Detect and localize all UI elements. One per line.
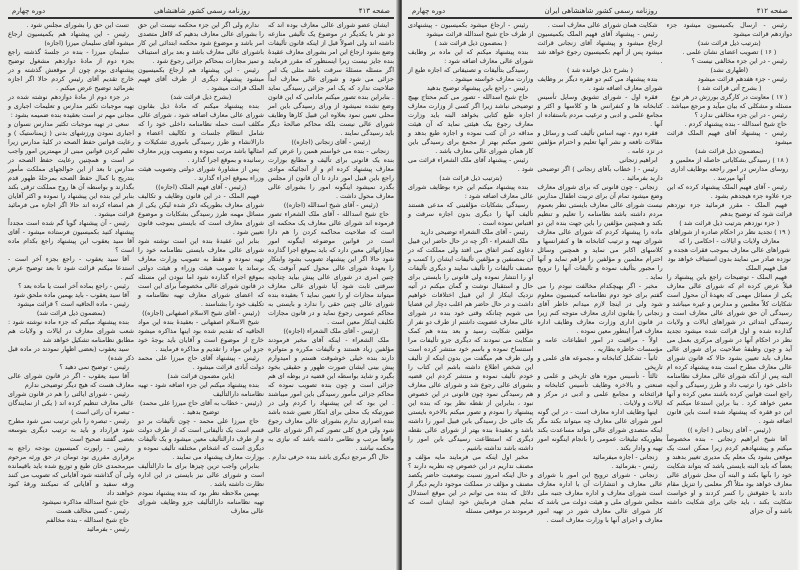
paragraph: رئیس - شورای ایالتی را هم در قانون شورای عالی معارف تنظیم کرده اند ( یکی از نمایندگان - تبصره آن رائی است )	[8, 390, 134, 416]
paragraph: رئیس - بفرمائید	[86, 525, 129, 533]
paragraph: ( بشرح آتی قرائت شد )	[697, 84, 762, 92]
paragraph: (رئیس - آقای ملک الشعراء (اجازه))	[283, 327, 379, 335]
paragraph: (رئیس - آقای زنجانی (اجازه))	[291, 138, 371, 146]
paragraph: فهیم الملک - توضیحات راجع باین پیشنهاد را قبلاً عرض کرده ام که شورای عالی معارف یکی از مسائل مهمی که بعهدهٔ آن محول است شکایات کلاً معلمین و مدارس و غیره میباشد و رسیدگی آن حق شورای عالی معارف است و رسیدگی ابتدائی در شوراهای ایالات و ولایات گذارده شده و اول قرائت شده میشود تجدید نظر در احکام آنها در شورای مرکزی بعمل می آید و چون وظیفهٔ صلاحیت برای شورای عالی معارف باید تعیین بشود حالا که قانون شورای عالی معارف مطرح است بنده پیشنهاد کرده ام البته پس از آنکه شورای عالی معارف نظامنامه داخلی خود را ترتیب داد و طرز رسیدگی و آنچه راجع است قوانین کرده باشند معین کرده و آنها معین خواهد کرد . بنا براین استدعا میکنم که این دو فقره که پیشنهاد شده است باین قانون اضافه شود .	[666, 273, 792, 425]
paragraph: بنده پیشنهاد میکنم این جزء اضافه شود - تهیه نظامنامه دارالتألیف	[138, 381, 264, 398]
paragraph: ( ۱۸ ) رسیدگی بشکایاتی حاصله از معلمین و روسای مدارس در امور راجعه بوظایف اداری آنها میرسد .	[670, 156, 789, 182]
paragraph: پس از مشاورهٔ شورای دولتی وتصویب هیئت وزراء بموقع اجراء گذارند .	[138, 165, 264, 182]
paragraph: رئیس - پیشنهاد آقای حاج میرزا علی محمد دولت آبادی قرائت میشود .	[138, 354, 264, 371]
paragraph: رئیس - این پیشنهاد هم ارجاع بکمیسیون میشود پیشنهاد دیگری از طرف آقای فهیم الملک قرائت میشود .	[138, 66, 264, 92]
page-left	[0, 0, 398, 534]
text-column	[537, 21, 662, 525]
page-number: صفحه ۴۱۳	[358, 7, 390, 15]
paragraph: (بترتیب ذیل قرائت شد)	[697, 39, 761, 47]
paragraph: ( بشرح ذیل خوانده شد )	[567, 66, 633, 74]
gazette-title: روزنامه رسمی کشور شاهنشاهی ایران	[544, 7, 658, 15]
paragraph: رئیس - این پیشنهاد هم بکمیسیون ارجاع میشود آقای سلیمان میرزا (اجازه)	[8, 30, 134, 47]
paragraph: رسیدگی بتألیفات و تصنیفاتی که اجازه طبع از وزارت معارف خواسته میشود .	[408, 66, 534, 83]
text-column	[408, 21, 533, 525]
paragraph: رئیس - در این جزء مخالفی نیست ؟	[691, 57, 787, 65]
paragraph: (رئیس - آقای فهیم الملک (اجازه))	[155, 183, 247, 191]
paragraph: مخبر اول اینکه می فرمایند مایه مؤلف و مصنف نداریم در این خصوص چه نظریه دارند ؟ و حال اینکه امروز نسبت بوضعیت حاضر یکصد مصنف و مؤلف در مملکت موجود داریم دیگر از دلائل که بنده می توانم در این موقع استدلال نمایم همان فرمایش خود ایشان است که فرمودند در موقعی مسئله	[408, 453, 534, 515]
period-label: دوره چهارم	[412, 7, 446, 15]
paragraph: آقا سید یعقوب - راجع بجزء آخر است - استدعا میکنم قرائت شود تا بعد توضیح عرض کنم .	[8, 255, 134, 281]
paragraph: بنده پیشنهاد میکنم این جزء بوظایف شورای عالی معارف اضافه شود :	[408, 183, 534, 200]
paragraph: رئیس - در این جزء مخالفی ندارد ؟	[694, 111, 787, 119]
paragraph: ثالثاً - تأسیس موزه های تاریخی و علمی و صنعتی و بالاخره وظایف تأسیس کتابخانه و قرائتخانه و مجامع علمی و ادبی در مرکز و ایالات و ولایات .	[537, 372, 663, 407]
paragraph: آقا سید یعقوب - باید بهمین ماده ملحق شود	[13, 291, 129, 299]
paragraph: ( ۱۶ ) تصویب اعضای نشان علمی .	[682, 48, 777, 56]
paragraph: ملک الشعراء - اگر چه در حال حاضر این قبیل دعاوی کمتر اتفاق می افتد ولی مملکت که در آن بمصنفین و مؤلفین تألیفات ایشان را کسب و مصنف تألیفات را تألیف نمایند و دیگری تألیفات او را انتشار نموده ولی قانونی را بایستی برای حال و استقبال نوشت و گمان میکنم در آتیه نزدیک اینکار از این قبیل اختلافات خواهیم داشت و در حال حاضر هم اغلب دچار این قضایا می شویم چنانکه وقتی خود بنده در شورای عالی معارف عضویت داشتم از طرف دو نفر از مؤلفین شکایت رسید و بعد بنده هم کمک شکایت می نمودند که دیگری جزو تألیفات مرا استنساخ نموده و باسم خود منتشر کرده است ولی طرف هم میگفت من بدون اینکه از تألیف این شخص اطلاع داشته باشم این کتاب را خودم تألیف نموده و منتشر کردم این قضیه بشورای عالی رجوع شد و شورای عالی معارف هم رسیدگی نمود چون قانونی در این خصوص نبود ، بنابراین از نقطه نظر بود که بنده این پیشنهاد را نمودم و تصور میکنم بالاخره بایستی یک جائی حل رسیدگی باین قبیل امور را داشته باشد و بعقیدهٔ بنده بهتر از شورای عالی نقطه دیگری که استطاعت رسیدگی باین امور را داشته باشد نداشته باشیم .	[408, 237, 534, 452]
paragraph: (بشرح ذیل قرائت شد)	[170, 93, 232, 101]
paragraph: (اظهاری نشد)	[710, 66, 749, 74]
paragraph: رئیس - پیشنهاد آقای فهیم الملک بکمیسیون ارجاع میشود و پیشنهاد آقای زنجانی قرائت میشود پس از آنهم بکمیسیون رجوع خواهد شد .	[537, 30, 663, 65]
paragraph: آقا سید یعقوب - اگر در قانون شورای عالی معارف هست که هیچ دیگر توضیحی ندارم	[8, 372, 134, 389]
page-edge	[796, 0, 800, 570]
paragraph: ( ۱۷ ) معاونت در کارگری بورزش در هر نوع مسئله و مشکلی که بیان میآید و مرجع میباشد .	[667, 93, 792, 110]
paragraph: فهیم الملک - مقرر فرمائید جزء نوزدهم قرائت شود که توضیح بدهم	[666, 201, 792, 218]
paragraph: زنجانی - اجازه میفرمائید	[592, 453, 658, 461]
paragraph: مخبر - اگر بهیچکدام مخالفت نبودم را می گفتم برای خود دوم نظامنامه کمیسیون معلوم شود ولی در اینجا لازم میدانم خاطر آقای زنجانی را بقانون اداری معارف متوجه کنم زیرا در قانون اداری وزارت معارف وظایف اداره معارف قبراً اینطور معین نموده .	[537, 282, 663, 335]
paragraph: بنده پیشنهاد میکنم که جزء ماده نوشته شود : شعب شورای معارف در ایالات و ولایات هم مطابق نظامنامه تشکیل خواهد شد	[8, 318, 134, 344]
paragraph: حاج شیخ اسدالله مذاکره نمیشود	[41, 498, 129, 506]
header-rule	[408, 17, 792, 19]
paragraph: ( جزء نوزدهم بترتیب ذیل قرائت شد )	[679, 219, 780, 227]
page-right	[402, 0, 800, 570]
paragraph: رسیدگی بشکایات مؤلفینی که مدعی هستند تألیف آنها را دیگری بدون اجازه سرقت و اقتباس نموده است .	[408, 201, 534, 227]
paragraph: (رئیس - خطاب به آقای حاج میرزا علی محمد) توضیح بدهید .	[139, 399, 263, 416]
paragraph: رئیس - ( خطاب بآقای زنجانی ) اگر توضیحی دارید بفرمائید .	[537, 165, 663, 182]
paragraph: رئیس - پیشنهاد آقای فهیم الملک قرائت میشود	[666, 129, 792, 146]
paragraph: زنجانی - چون قانونی که برای شورای معارف وضع میشود تمام آن برای تربیت اطفال مدارس نیست شورای عالی معارف بایستی نظر بعموم مردم داشته باشد نظامنامه را تعلیم و تنظیم بکند و همچنین مؤلفین را باین جهت بنده این دو ماده را پیشنهاد کردم که شورای عالی معارف شورای تهیه و ترتیب کتابخانه ها و کنفرانسها و کلاسهای اکابر می نماید و همچنین وسائل احترام معلمین و مؤلفین را فراهم نماید و آنها را مجبور بتألیف نموده و تألیفات آنها را ترویج نماید .	[537, 183, 663, 281]
paragraph: فقره اول - شورای تشویق وسایل تأسیس کتابخانه ها و کنفرانس ها و کلاسها و اکثر و مجامع علمی و ادبی و ترغیب مردم باستفاده از آنها .	[537, 93, 663, 128]
paragraph: ندارم ولی اگر این جزء محکمه نیست این حق را بشورای عالی معارف بدهیم که لااقل متصدی امر باشد و موضوع شود محکمه ابتدائی این کار باشورای عالی معارف باشد و بعد برای استیناف و تمیز مجازات بمحاکم جزائی رجوع شود .	[138, 21, 264, 65]
paragraph: زنجانی - بنده می خواستم همین را عرض کنم بنده یک قانونی برای تألیف و مطابع بوزارت معارف پیشنهاد کرده ام و از آنجائیکه موادی راجع باین قبیل امور دارد تا آن قانون از مجلس بگذرد نمیشود اینگونه امور را بشورای عالی معارف محول داشت .	[268, 147, 394, 200]
paragraph: (رئیس - آقای شیخ الاسلام اصفهانی (اجازه))	[142, 309, 260, 317]
paragraph: بنابراین واجب ترین چیزها برای ما دارالتألیف است و شورای عالی نیز بایستی در این اداره نظارت داشته باشد .	[138, 462, 264, 488]
paragraph: شکایت همان شورای عالی معارف است .	[547, 21, 658, 29]
paragraph: رئیس - پیشنهاد آقای ملک الشعراء قرائت می شود .	[408, 156, 534, 173]
paragraph: بنده پیشنهاد میکنم که مادهٔ ذیل بقانون شورای عالی معارف اضافه شود ، شورای عالی مکلف است حمله نظامنامه داخلی خود را که شامل انتظام جلسات و تکالیف اعضاء و دارالانشاء و طرز رسیدگی باموری تشکیلات و امثالها باشد مرتب نموده و بتصویب وزیر معارف رسانیده و بموقع اجرا گذارد .	[138, 102, 264, 164]
page-header	[408, 4, 792, 15]
paragraph: رئیس - آقای فهیم الملک پیشنهاد کرده که این جزء علاوه جزء هیجدهم بشود .	[666, 183, 792, 200]
header-rule	[8, 17, 394, 19]
paragraph: رئیس - کسی مخالف هست	[56, 507, 129, 515]
text-column	[667, 21, 792, 525]
paragraph: (بمضمون ذیل قرائت شد)	[695, 147, 764, 155]
paragraph: رئیس - ماده الحاقیه است ؟ قرائت میشود	[17, 300, 129, 308]
page-header	[8, 4, 394, 15]
paragraph: حاج شیخ اسدالله - آقای ملک الشعراء تصور فرموده اند شورای عالی معارف یک محکمه ای است که صلاحیت محاکمه کردن را هم دارا است در قوانین موضوعه اینگونه امور مجازاتهائی معین دارد که باید بموقع اجرا گذارده شود حالا اگر این پیشنهاد تصویب بشود وابتکار را بعهدهٔ شورای عالی محول کنیم آنوقت یک چنین امری در شورای عالی پیش بیاید چنانچه سرقتی ثابت شود آیا شورای عالی معارف میتواند مجازات او را تعیین نماید ؟ بعقیده بنده شورای عالی چنین حقی را ندارد و بایستی به محاکم عمومی رجوع نماید و در قانون مجازات تکلیف اینکار معین است .	[268, 210, 394, 326]
paragraph: حاج شیخ اسدالله - بنده مخالفم	[46, 516, 129, 524]
paragraph: حال اگر مرجع دیگری باشد بنده حرفی ندارم .	[268, 453, 389, 461]
text-column	[8, 21, 134, 534]
paragraph: رئیس - راجع بماده آخر است یا ماده بعد ؟	[18, 282, 129, 290]
paragraph: ملک الشعراء - اینکه آقای مخبر فرمودند مؤلفین زیاد هستند و تألیفات مکرره و متواتره دارند بنده خیلی خوشوقت هستم و امیدوارم پیش بینی ایشان صورت ظهور و حقیقی بخود بگیرد و شاید بواسطه این قضیه در بوطه ای هم جزائی است و چون بنده تصویب نموده که محاکم جزائی مأمور رسیدگی باین امور میباشند . این بود که این پیشنهاد را کردم ولی در صورتیکه یک محلی برای ابتکار تعیین شده باشد بنده اصراری ندارم بشورای عالی معارف رجوع شود ولی فرق کلی تصور کنم اگر شورای عالی واقعاً مرتب و نظامی داشته باشد که نیازی به محکمه نباشد .	[268, 336, 394, 452]
paragraph: بنده پیشنهاد میکنم که این ماده بر وظایف شورای عالی معارف اضافه شود :	[408, 48, 534, 65]
paragraph: ( ۱۹ ) تجدید نظر در احکام صادره از شوراهای معارف ولایات و ایالات - احکامی را که شوراهای عالی معارف بموجب فقرات هجده و نوزده صادر می نمایند بدون استیناف خواهد بود	[667, 228, 791, 263]
paragraph: بنابر این عقیدهٔ بنده این است نوشته شود شورای عالی معارف بایستی نظامنامه خود را تهیه نموده و فقط به تصویب وزارت معارف برساند یا تصویب هیئت وزراء و هیئت دولتی بموقع اجراء گذارده شود اما نبودن این مسئله در قانون شورای عالی مخصوصاً برای این است که اعضای شورای معارف تهیه نظامنامه و تکلیف خود را بشناسند .	[138, 237, 264, 308]
text-columns	[408, 21, 792, 525]
text-column	[268, 21, 394, 534]
paragraph: اولاً - مراقبت در امور انطباعات عامه و مؤسسات خاطره بطاریه .	[537, 336, 663, 353]
paragraph: رئیس - آن پیشنهاد گویا گم شده است مجدداً پیشنهاد کنید بکمیسیون فرستاده میشود - آقای آقا سید یعقوب این پیشنهاد راجع بکدام ماده است ؟	[8, 219, 134, 254]
paragraph: فقره دوم - تهیه اساس تألیف کتب و رسائل و مقالات نافعه و نشر آنها تعلیم و احترام مؤلفین در نزد عامه .	[537, 129, 663, 155]
paragraph: اینها وظایف اداره معارف است - در این گونه امور شورای عالی معارف چه میتواند بکند مگر اینکه متصدی شورای عالی بتواند مساعدت بکند بطوریکه تبلیغات عمومی را بانجام اینگونه امور تهیه و وادار بکند .	[537, 408, 663, 452]
paragraph: رئیس - بفرمائید .	[611, 462, 658, 470]
paragraph: سلیمان میرزا - بنده در جلسهٔ گذشته راجع بجزء دوم از مادهٔ دوازدهم مشغول توضیح پیشنهادی بودم چون از موقعش گذشته و در خارج تقدیم آقای رئیس کردم حالا اگر اجازه بفرمائید توضیح عرض میکنم .	[8, 48, 134, 92]
paragraph: (باین مضمون قرائت شد)	[167, 372, 235, 380]
paragraph: سعی در تهیه موجبات تکثیر مدارس نسوان و اجباری نمودن ورزشهای بدنی ( ژیمناستیک ) و رعایت قوانین حفظ الصحه در کلیهٔ مدارس زیرا تعلیم کردن قوانین مبنی از مهمترین امور واجب تر است و همچنین رعایت حفظ الصحه در مدارس تا بعد از این حوالجهای مملکت مأمور بتدریج با کمال حفظ الصحه بمرحلهٔ ظهور قدم بگذارند و بواسطه آن ها روح مملکت ترقی بکند بنابر این بنده این پیشنهاد را نموده و اکثر آقایان هم امضاء کرده اند حالا اگر اجازه می فرمائید قرائت میشود .	[8, 120, 134, 218]
paragraph: (رئیس - آقای زنجانی ( اجازه ))	[687, 426, 771, 434]
page-number: صفحه ۴۱۲	[756, 7, 788, 15]
paragraph: زنجانی - شورای ترویج این امور با شورای عالی معارف و انتشارات آن با اداره معارف است شورای معارف و اداره معارف جنبه ملی مجلس شورای ملی و هیئت دولت می باشد که کار شورای عالی معارف شور در تهیه امور معارف و اجرای آنها با وزارت معارف است .	[537, 471, 663, 524]
paragraph: فهیم الملک - در این قانون وظایف و تکالیف شورای معارف بطوریکه ذکر شده لیکن یکی از مسائل مهمه طرز رسیدگی بشکایات و موضوع شورای معارف است که بایستی بموجب قانون تعیین شود .	[138, 192, 264, 236]
paragraph: ایشان عضو شورای عالی معارف بوده اند که دو نفر با یکدیگر در موضوع یک تألیفی منازعه داشته اند ولی اصولاً قبل از اینکه قانون تألیفات وضع بشود ارجاع این امر بشورای معارف عقیدهٔ بنده جایز نیست زیرا اینمنظور که مقرر فرمایند اگر مسئله مسئلهٔ سرقت باشد مثلی یک امر جزائی می شود و شورای عالی معارف ابداً صلاحیت ندارد که یک امر جزائی رسیدگی نماید . بنابراین بنده تصور میکنم مادامی که این قانون وضع نشده نمیشود از ورای رسیدگی باین امر محلی تعیین نمود بعلاوه این قبیل کارها وظایف شورای عالی نیست بلکه محاکم صالحهٔ دیگر باید رسیدگی نمایند .	[268, 21, 394, 137]
paragraph: رئیس - ارجاع میشود بکمیسیون - پیشنهادی از طرف حاج شیخ اسدالله قرائت میشود	[408, 21, 534, 38]
paragraph: رئیس - راپورت کمیسیون بودجه راجع به برقراری مقرری نود تومان در حق ورثه مرحوم میرمحمدی خان طبع و توزیع شده باید باقیمانده ولی آن گذاشته شود آقایانی که تصویب می کنند ورقه سفید و آقایانی که نمیکنند ورقهٔ کبود خواهند داد	[8, 444, 134, 497]
paragraph: رئیس - ارسال بکمیسیون میشود جزء دوازدهم قرائت میشود	[666, 21, 792, 38]
period-label: دوره چهارم	[12, 7, 46, 15]
paragraph: بنده پیشنهاد می کنم دو فقره دیگر بر وظایف شورای معارف اضافه شود .	[537, 75, 663, 92]
paragraph: حاج میرزا علی محمد - چون تألیفات بر دو قسم است یک تألیفاتی است که از طرف دولت و از طرف دارالتألیف معین میشود و یک تألیفات دیگری است که اشخاص مختلفه تألیف نموده و بوزارت معارف پیشنهاد می نمایند .	[138, 417, 264, 461]
paragraph: رئیس - توضیح نمی دهید ؟	[59, 363, 129, 371]
paragraph: آقا شیخ ابراهیم زنجانی - بنده مخصوصاً میکنم و پیشنهادهم کردم زیرا ممکن است یک موقعی بشود یک معلم یک مدیری تغییر بدهند و بعضاً که باید البته بایستی باشد که بتواند شکایت خود را بآنها بکند و البته آن محل شورای عالی معارف خواهد بود مثلاً اگر معلمی را تنزیل مقام دادند یا حقوقش را کسر کردند و او خواست شکایت بکند ، باید جائی برای شکایت داشته باشد و آن جزای	[666, 435, 792, 515]
paragraph: (بترتیب ذیل قرائت شد)	[439, 174, 503, 182]
paragraph: شیخ الاسلام اصفهانی - بعقیدهٔ بنده این مواد الحاقیه که تقدیم شده بود اینها مذاکره میشود خارج از موضوع است و آقایان باید بوجهٔ خود جزو این مواد را تقدیم و مذاکره فرمایند .	[138, 318, 264, 353]
paragraph: در جزء دوم از مادهٔ دوازدهم نوشته شده در تهیه موجبات تکثیر مدارس و تعلیمات اجباری و مجانی مهم تر است بعقیده بنده ضمیمه بشود :	[8, 93, 134, 119]
paragraph: رئیس - راجع باین پیشنهاد توضیح بدهید	[426, 84, 529, 92]
paragraph: ابراهیم زنجانی	[619, 156, 658, 164]
paragraph: ( بمضمون ذیل قرائت شد )	[434, 39, 507, 47]
paragraph: رئیس - جزء هفدهم قرائت میشود	[697, 75, 787, 83]
paragraph: تست این حق را بشورای مجلس شود .	[26, 21, 129, 29]
text-columns	[8, 21, 394, 534]
paragraph: بهمین ملاحظه نظر بود که بنده پیشنهاد نمودم تهیه نظامنامه دارالتألیف جزو وظایف شورای عالی معارف	[138, 489, 264, 515]
paragraph: رئیس - تبصره را باین ترتیب نمی شود مطرح شود قرارداد و باید به ترتیب دیگری بتوسعه بعضی گفتند صحیح است	[8, 417, 134, 443]
paragraph: سید یعقوب (بعضی اظهار نمودند در ماده قبل ذکر شده)	[8, 345, 134, 362]
paragraph: رئیس - آقای ملک الشعراء توضیحی دارید	[420, 228, 529, 236]
paragraph: حاج شیخ اسدالله - بنده پیشنهاد کردم .	[684, 120, 787, 128]
paragraph: قبل فهیم الملک	[745, 264, 787, 272]
paragraph: حاج شیخ اسدالله - تصور می کنم محتاج بهیچ توضیحی نباشد زیرا اگر کسی از وزارت معارف اجازه طبع کتابی بخواهد البته باید وزارت معارف رجوع بیک هیئتی نماید که آن هیئت مداقه در آن کتب نموده و اجازه طبع بدهد و تصور میکنم بهتر از مجمع برای رسیدگی باین کار همان شورای عالی معارف باشد .	[408, 93, 534, 155]
paragraph: (رئیس - آقای شیخ اسدالله (اجازه))	[283, 201, 379, 209]
gazette-title: روزنامه رسمی کشور شاهنشاهی	[154, 7, 250, 15]
paragraph: (بمضمون ذیل قرائت شد)	[36, 309, 106, 317]
text-column	[138, 21, 264, 534]
paragraph: ثانیاً - تشکیل کتابخانه و مجموعه های علمی و تاریخی	[537, 354, 663, 371]
